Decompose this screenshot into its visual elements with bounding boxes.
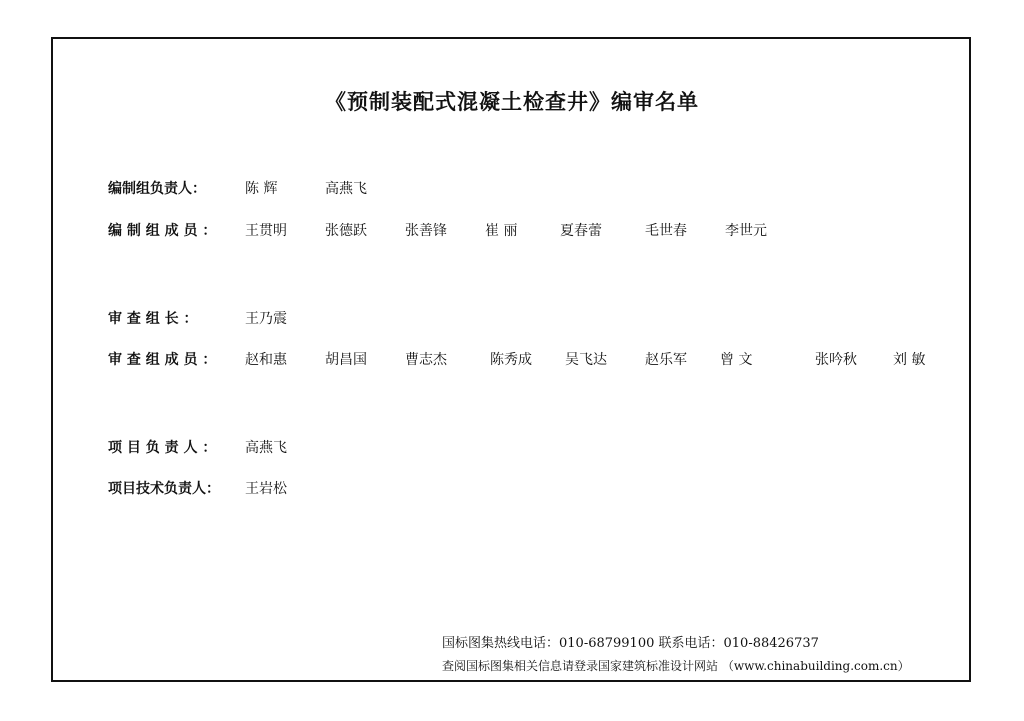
- compile-leader-row: [108, 178, 408, 200]
- compile-members-row: [108, 220, 828, 242]
- person-name: 王贯明: [245, 223, 287, 239]
- person-name: 陈 辉: [245, 181, 278, 197]
- review-leader-label: 审 查 组 长 ：: [108, 311, 198, 327]
- person-name: 胡昌国: [325, 352, 367, 368]
- project-leader-row: [108, 437, 408, 459]
- project-tech-leader-label: 项目技术负责人：: [108, 481, 220, 497]
- person-name: 吴飞达: [565, 352, 607, 368]
- person-name: 崔 丽: [485, 223, 518, 239]
- person-name: 刘 敏: [893, 352, 926, 368]
- person-name: 王岩松: [245, 481, 287, 497]
- person-name: 夏春蕾: [560, 223, 602, 239]
- review-leader-row: [108, 308, 408, 330]
- compile-leader-label: 编制组负责人：: [108, 181, 206, 197]
- person-name: 曾 文: [720, 352, 753, 368]
- person-name: 陈秀成: [490, 352, 532, 368]
- review-members-label: 审 查 组 成 员 ：: [108, 352, 217, 368]
- footer-website-note: 查阅国标图集相关信息请登录国家建筑标准设计网站 （www.chinabuilding.com.cn）: [442, 659, 910, 673]
- project-tech-leader-row: [108, 478, 408, 500]
- person-name: 张吟秋: [815, 352, 857, 368]
- footer-hotline: 国标图集热线电话：010-68799100 联系电话：010-88426737: [442, 636, 819, 651]
- compile-members-label: 编 制 组 成 员 ：: [108, 223, 217, 239]
- page-title: 《预制装配式混凝土检查井》编审名单: [325, 90, 699, 114]
- person-name: 张善锋: [405, 223, 447, 239]
- person-name: 曹志杰: [405, 352, 447, 368]
- person-name: 赵和惠: [245, 352, 287, 368]
- person-name: 高燕飞: [325, 181, 367, 197]
- project-leader-label: 项 目 负 责 人 ：: [108, 440, 217, 456]
- person-name: 高燕飞: [245, 440, 287, 456]
- person-name: 张德跃: [325, 223, 367, 239]
- person-name: 毛世春: [645, 223, 687, 239]
- person-name: 王乃震: [245, 311, 287, 327]
- review-members-row: [108, 349, 958, 371]
- person-name: 李世元: [725, 223, 767, 239]
- person-name: 赵乐军: [645, 352, 687, 368]
